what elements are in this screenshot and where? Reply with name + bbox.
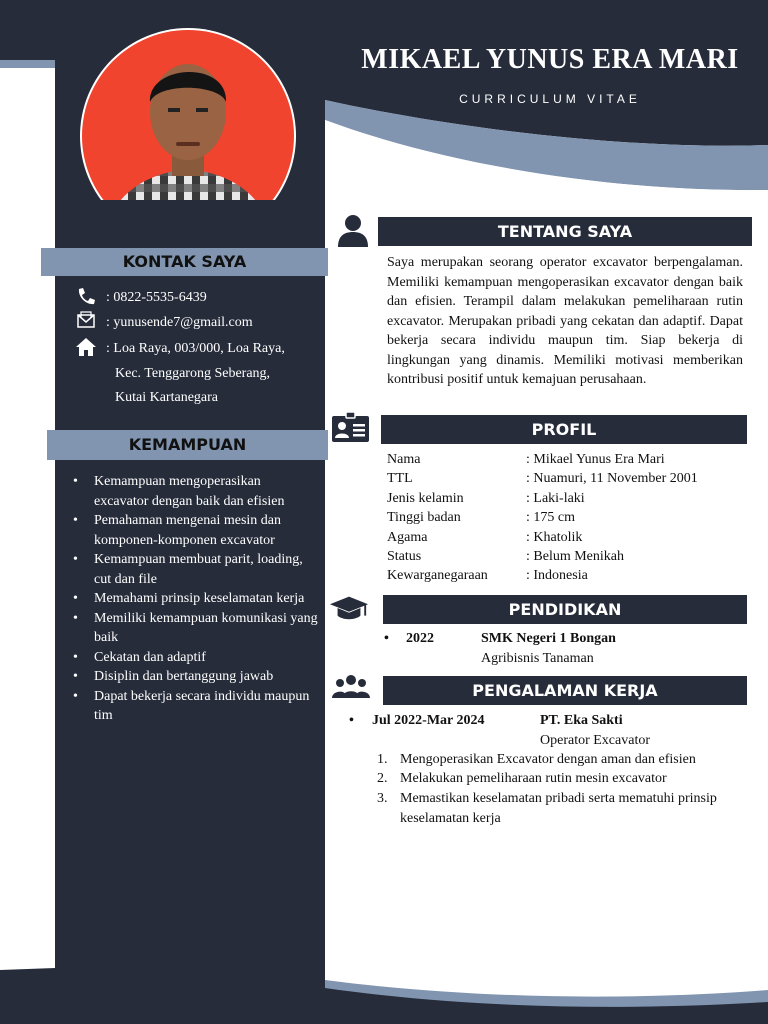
profile-row: [387, 566, 747, 585]
team-icon: [331, 670, 371, 706]
skill-item: • Cekatan dan adaptif: [68, 648, 318, 668]
profile-label: Kewarganegaraan: [387, 568, 488, 584]
profile-value: : 175 cm: [526, 510, 575, 526]
duty-item: Memastikan keselamatan pribadi serta mematuhi prinsip keselamatan kerja: [400, 791, 717, 826]
profile-label: Agama: [387, 529, 428, 545]
person-icon: [334, 212, 374, 248]
profile-row: [387, 469, 747, 488]
id-card-icon: [331, 410, 371, 446]
experience-bullet: •: [349, 713, 354, 728]
profile-value: : Mikael Yunus Era Mari: [526, 452, 665, 467]
document-subtitle: CURRICULUM VITAE: [459, 92, 641, 106]
education-school: SMK Negeri 1 Bongan: [481, 631, 616, 646]
skills-heading: KEMAMPUAN: [47, 430, 328, 460]
duty-number: 2.: [377, 771, 388, 786]
profile-value: : Indonesia: [526, 568, 588, 584]
phone-icon: [76, 287, 96, 305]
experience-company: PT. Eka Sakti: [540, 713, 623, 728]
skills-list: [68, 472, 318, 726]
skill-item: • Kemampuan membuat parit, loading, cut dan file: [68, 550, 318, 589]
profile-row: [387, 547, 747, 566]
skill-item: • Memiliki kemampuan komunikasi yang baik: [68, 609, 318, 648]
profile-row: [387, 450, 747, 469]
skill-item: • Kemampuan mengoperasikan excavator dengan baik dan efisien: [68, 472, 318, 511]
profile-row: [387, 508, 747, 527]
profile-row: [387, 489, 747, 508]
home-icon: [74, 337, 98, 357]
duty-number: 1.: [377, 752, 388, 767]
profile-heading: PROFIL: [381, 415, 747, 444]
profile-label: Tinggi badan: [387, 510, 461, 526]
contact-heading: KONTAK SAYA: [41, 248, 328, 276]
profile-label: Status: [387, 549, 422, 564]
education-bullet: •: [384, 631, 389, 646]
profile-label: TTL: [387, 471, 413, 487]
email-icon: [76, 311, 96, 329]
about-heading: TENTANG SAYA: [378, 217, 752, 246]
about-text: Saya merupakan seorang operator excavator berpengalaman. Memiliki kemampuan mengoperasikan excavator dengan baik dan efisien. Terampil dalam melakukan pemeliharaan rutin excavator. Merupakan pribadi yang cekatan dan adaptif. Dapat bekerja secara individu maupun tim. Siap bekerja di lingkungan yang dinamis. Memiliki motivasi memberikan kontribusi positif untuk kemajuan perusahaan.: [387, 255, 743, 387]
profile-row: [387, 528, 747, 547]
profile-label: Nama: [387, 452, 421, 467]
profile-value: : Belum Menikah: [526, 549, 624, 564]
duty-item: Mengoperasikan Excavator dengan aman dan efisien: [400, 752, 696, 767]
left-edge: [0, 60, 55, 960]
skill-item: • Dapat bekerja secara individu maupun tim: [68, 687, 318, 726]
profile-label: Jenis kelamin: [387, 490, 464, 506]
contact-email: : yunusende7@gmail.com: [106, 315, 253, 330]
education-year: 2022: [406, 631, 434, 646]
experience-period: Jul 2022-Mar 2024: [372, 713, 485, 728]
skill-item: • Pemahaman mengenai mesin dan komponen-komponen excavator: [68, 511, 318, 550]
contact-phone: : 0822-5535-6439: [106, 290, 207, 305]
contact-address-line2: Kec. Tenggarong Seberang,: [115, 366, 271, 381]
skill-item: • Memahami prinsip keselamatan kerja: [68, 589, 318, 609]
skill-item: • Disiplin dan bertanggung jawab: [68, 667, 318, 687]
experience-position: Operator Excavator: [540, 733, 650, 748]
profile-value: : Laki-laki: [526, 490, 585, 506]
profile-photo: [80, 24, 296, 200]
duty-number: 3.: [377, 791, 388, 806]
education-major: Agribisnis Tanaman: [481, 651, 594, 666]
left-edge-shadow: [0, 60, 55, 68]
education-heading: PENDIDIKAN: [383, 595, 747, 624]
graduation-cap-icon: [329, 590, 369, 626]
profile-value: : Khatolik: [526, 529, 583, 545]
contact-address-line3: Kutai Kartanegara: [115, 390, 218, 405]
profile-value: : Nuamuri, 11 November 2001: [526, 471, 698, 487]
experience-heading: PENGALAMAN KERJA: [383, 676, 747, 705]
candidate-name: MIKAEL YUNUS ERA MARI: [361, 44, 739, 75]
contact-address-line1: : Loa Raya, 003/000, Loa Raya,: [106, 341, 285, 356]
duty-item: Melakukan pemeliharaan rutin mesin excavator: [400, 771, 667, 786]
footer-wave: [0, 960, 768, 1024]
